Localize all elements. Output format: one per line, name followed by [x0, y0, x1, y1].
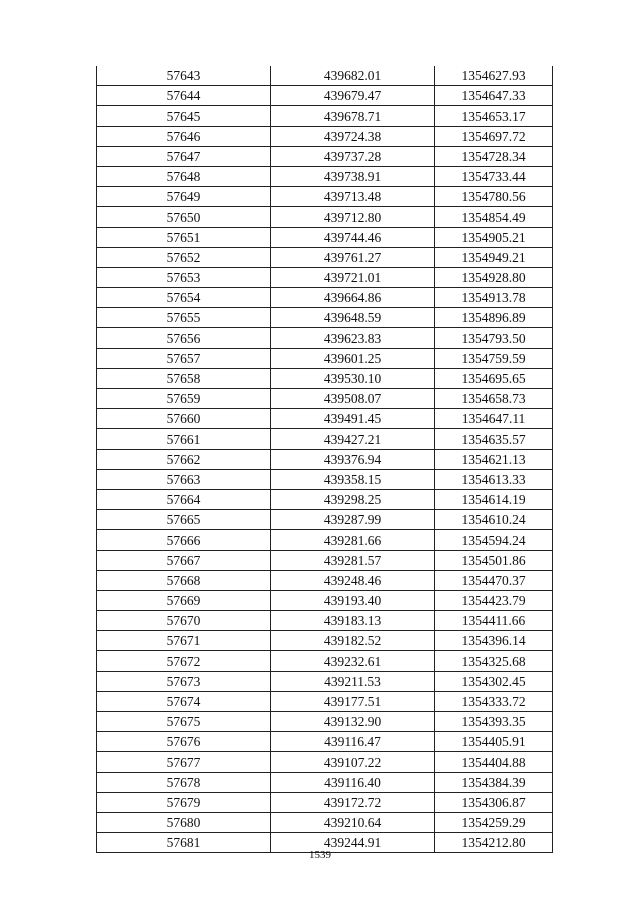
x-coordinate-cell: 439132.90 — [271, 712, 435, 732]
x-coordinate-cell: 439679.47 — [271, 86, 435, 106]
y-coordinate-cell: 1354647.33 — [435, 86, 553, 106]
table-row — [97, 106, 553, 126]
x-coordinate-cell: 439678.71 — [271, 106, 435, 126]
table-row — [97, 308, 553, 328]
y-coordinate-cell: 1354614.19 — [435, 489, 553, 509]
y-coordinate-cell: 1354653.17 — [435, 106, 553, 126]
x-coordinate-cell: 439298.25 — [271, 489, 435, 509]
x-coordinate-cell: 439210.64 — [271, 812, 435, 832]
y-coordinate-cell: 1354405.91 — [435, 732, 553, 752]
table-row — [97, 732, 553, 752]
point-id-cell: 57672 — [97, 651, 271, 671]
table-row — [97, 671, 553, 691]
point-id-cell: 57662 — [97, 449, 271, 469]
x-coordinate-cell: 439244.91 — [271, 833, 435, 853]
table-row — [97, 368, 553, 388]
y-coordinate-cell: 1354470.37 — [435, 570, 553, 590]
table-row — [97, 550, 553, 570]
x-coordinate-cell: 439358.15 — [271, 469, 435, 489]
x-coordinate-cell: 439177.51 — [271, 691, 435, 711]
y-coordinate-cell: 1354733.44 — [435, 166, 553, 186]
y-coordinate-cell: 1354610.24 — [435, 510, 553, 530]
table-row — [97, 651, 553, 671]
y-coordinate-cell: 1354949.21 — [435, 247, 553, 267]
x-coordinate-cell: 439232.61 — [271, 651, 435, 671]
x-coordinate-cell: 439530.10 — [271, 368, 435, 388]
table-row — [97, 187, 553, 207]
y-coordinate-cell: 1354333.72 — [435, 691, 553, 711]
table-row — [97, 631, 553, 651]
y-coordinate-cell: 1354384.39 — [435, 772, 553, 792]
table-row — [97, 489, 553, 509]
y-coordinate-cell: 1354393.35 — [435, 712, 553, 732]
x-coordinate-cell: 439712.80 — [271, 207, 435, 227]
coordinate-table — [96, 66, 553, 853]
y-coordinate-cell: 1354396.14 — [435, 631, 553, 651]
table-row — [97, 207, 553, 227]
table-row — [97, 530, 553, 550]
x-coordinate-cell: 439737.28 — [271, 146, 435, 166]
x-coordinate-cell: 439648.59 — [271, 308, 435, 328]
x-coordinate-cell: 439744.46 — [271, 227, 435, 247]
y-coordinate-cell: 1354621.13 — [435, 449, 553, 469]
y-coordinate-cell: 1354306.87 — [435, 792, 553, 812]
y-coordinate-cell: 1354635.57 — [435, 429, 553, 449]
y-coordinate-cell: 1354627.93 — [435, 66, 553, 86]
y-coordinate-cell: 1354759.59 — [435, 348, 553, 368]
point-id-cell: 57654 — [97, 288, 271, 308]
point-id-cell: 57668 — [97, 570, 271, 590]
table-row — [97, 328, 553, 348]
point-id-cell: 57681 — [97, 833, 271, 853]
table-row — [97, 691, 553, 711]
x-coordinate-cell: 439491.45 — [271, 409, 435, 429]
table-row — [97, 86, 553, 106]
point-id-cell: 57671 — [97, 631, 271, 651]
x-coordinate-cell: 439107.22 — [271, 752, 435, 772]
y-coordinate-cell: 1354302.45 — [435, 671, 553, 691]
y-coordinate-cell: 1354411.66 — [435, 611, 553, 631]
table-row — [97, 772, 553, 792]
y-coordinate-cell: 1354404.88 — [435, 752, 553, 772]
point-id-cell: 57677 — [97, 752, 271, 772]
point-id-cell: 57665 — [97, 510, 271, 530]
x-coordinate-cell: 439376.94 — [271, 449, 435, 469]
x-coordinate-cell: 439664.86 — [271, 288, 435, 308]
table-row — [97, 712, 553, 732]
point-id-cell: 57669 — [97, 590, 271, 610]
point-id-cell: 57660 — [97, 409, 271, 429]
table-row — [97, 66, 553, 86]
y-coordinate-cell: 1354793.50 — [435, 328, 553, 348]
point-id-cell: 57649 — [97, 187, 271, 207]
x-coordinate-cell: 439116.47 — [271, 732, 435, 752]
y-coordinate-cell: 1354501.86 — [435, 550, 553, 570]
y-coordinate-cell: 1354613.33 — [435, 469, 553, 489]
y-coordinate-cell: 1354594.24 — [435, 530, 553, 550]
y-coordinate-cell: 1354928.80 — [435, 267, 553, 287]
x-coordinate-cell: 439287.99 — [271, 510, 435, 530]
point-id-cell: 57653 — [97, 267, 271, 287]
y-coordinate-cell: 1354728.34 — [435, 146, 553, 166]
point-id-cell: 57657 — [97, 348, 271, 368]
y-coordinate-cell: 1354658.73 — [435, 389, 553, 409]
y-coordinate-cell: 1354780.56 — [435, 187, 553, 207]
x-coordinate-cell: 439183.13 — [271, 611, 435, 631]
y-coordinate-cell: 1354905.21 — [435, 227, 553, 247]
x-coordinate-cell: 439116.40 — [271, 772, 435, 792]
table-row — [97, 812, 553, 832]
x-coordinate-cell: 439738.91 — [271, 166, 435, 186]
y-coordinate-cell: 1354697.72 — [435, 126, 553, 146]
table-row — [97, 510, 553, 530]
table-row — [97, 389, 553, 409]
point-id-cell: 57658 — [97, 368, 271, 388]
y-coordinate-cell: 1354647.11 — [435, 409, 553, 429]
x-coordinate-cell: 439721.01 — [271, 267, 435, 287]
table-row — [97, 247, 553, 267]
x-coordinate-cell: 439281.57 — [271, 550, 435, 570]
table-row — [97, 429, 553, 449]
point-id-cell: 57678 — [97, 772, 271, 792]
point-id-cell: 57645 — [97, 106, 271, 126]
point-id-cell: 57673 — [97, 671, 271, 691]
point-id-cell: 57648 — [97, 166, 271, 186]
point-id-cell: 57670 — [97, 611, 271, 631]
page-number: 1539 — [309, 849, 331, 861]
table-row — [97, 166, 553, 186]
point-id-cell: 57656 — [97, 328, 271, 348]
table-row — [97, 590, 553, 610]
table-row — [97, 752, 553, 772]
point-id-cell: 57666 — [97, 530, 271, 550]
x-coordinate-cell: 439172.72 — [271, 792, 435, 812]
y-coordinate-cell: 1354854.49 — [435, 207, 553, 227]
point-id-cell: 57680 — [97, 812, 271, 832]
point-id-cell: 57674 — [97, 691, 271, 711]
x-coordinate-cell: 439761.27 — [271, 247, 435, 267]
point-id-cell: 57647 — [97, 146, 271, 166]
y-coordinate-cell: 1354325.68 — [435, 651, 553, 671]
y-coordinate-cell: 1354913.78 — [435, 288, 553, 308]
point-id-cell: 57664 — [97, 489, 271, 509]
point-id-cell: 57652 — [97, 247, 271, 267]
point-id-cell: 57675 — [97, 712, 271, 732]
point-id-cell: 57644 — [97, 86, 271, 106]
table-row — [97, 449, 553, 469]
table-row — [97, 409, 553, 429]
y-coordinate-cell: 1354212.80 — [435, 833, 553, 853]
x-coordinate-cell: 439193.40 — [271, 590, 435, 610]
point-id-cell: 57651 — [97, 227, 271, 247]
x-coordinate-cell: 439427.21 — [271, 429, 435, 449]
point-id-cell: 57659 — [97, 389, 271, 409]
point-id-cell: 57650 — [97, 207, 271, 227]
table-row — [97, 792, 553, 812]
x-coordinate-cell: 439724.38 — [271, 126, 435, 146]
table-row — [97, 227, 553, 247]
point-id-cell: 57646 — [97, 126, 271, 146]
table-row — [97, 570, 553, 590]
table-row — [97, 348, 553, 368]
x-coordinate-cell: 439682.01 — [271, 66, 435, 86]
point-id-cell: 57663 — [97, 469, 271, 489]
point-id-cell: 57676 — [97, 732, 271, 752]
coordinate-table-body — [97, 66, 553, 853]
y-coordinate-cell: 1354423.79 — [435, 590, 553, 610]
x-coordinate-cell: 439281.66 — [271, 530, 435, 550]
x-coordinate-cell: 439623.83 — [271, 328, 435, 348]
table-row — [97, 288, 553, 308]
y-coordinate-cell: 1354259.29 — [435, 812, 553, 832]
table-row — [97, 146, 553, 166]
point-id-cell: 57643 — [97, 66, 271, 86]
point-id-cell: 57655 — [97, 308, 271, 328]
x-coordinate-cell: 439713.48 — [271, 187, 435, 207]
x-coordinate-cell: 439182.52 — [271, 631, 435, 651]
x-coordinate-cell: 439248.46 — [271, 570, 435, 590]
point-id-cell: 57679 — [97, 792, 271, 812]
table-row — [97, 126, 553, 146]
table-row — [97, 469, 553, 489]
x-coordinate-cell: 439211.53 — [271, 671, 435, 691]
point-id-cell: 57667 — [97, 550, 271, 570]
y-coordinate-cell: 1354896.89 — [435, 308, 553, 328]
table-row — [97, 267, 553, 287]
x-coordinate-cell: 439601.25 — [271, 348, 435, 368]
point-id-cell: 57661 — [97, 429, 271, 449]
y-coordinate-cell: 1354695.65 — [435, 368, 553, 388]
table-row — [97, 611, 553, 631]
x-coordinate-cell: 439508.07 — [271, 389, 435, 409]
